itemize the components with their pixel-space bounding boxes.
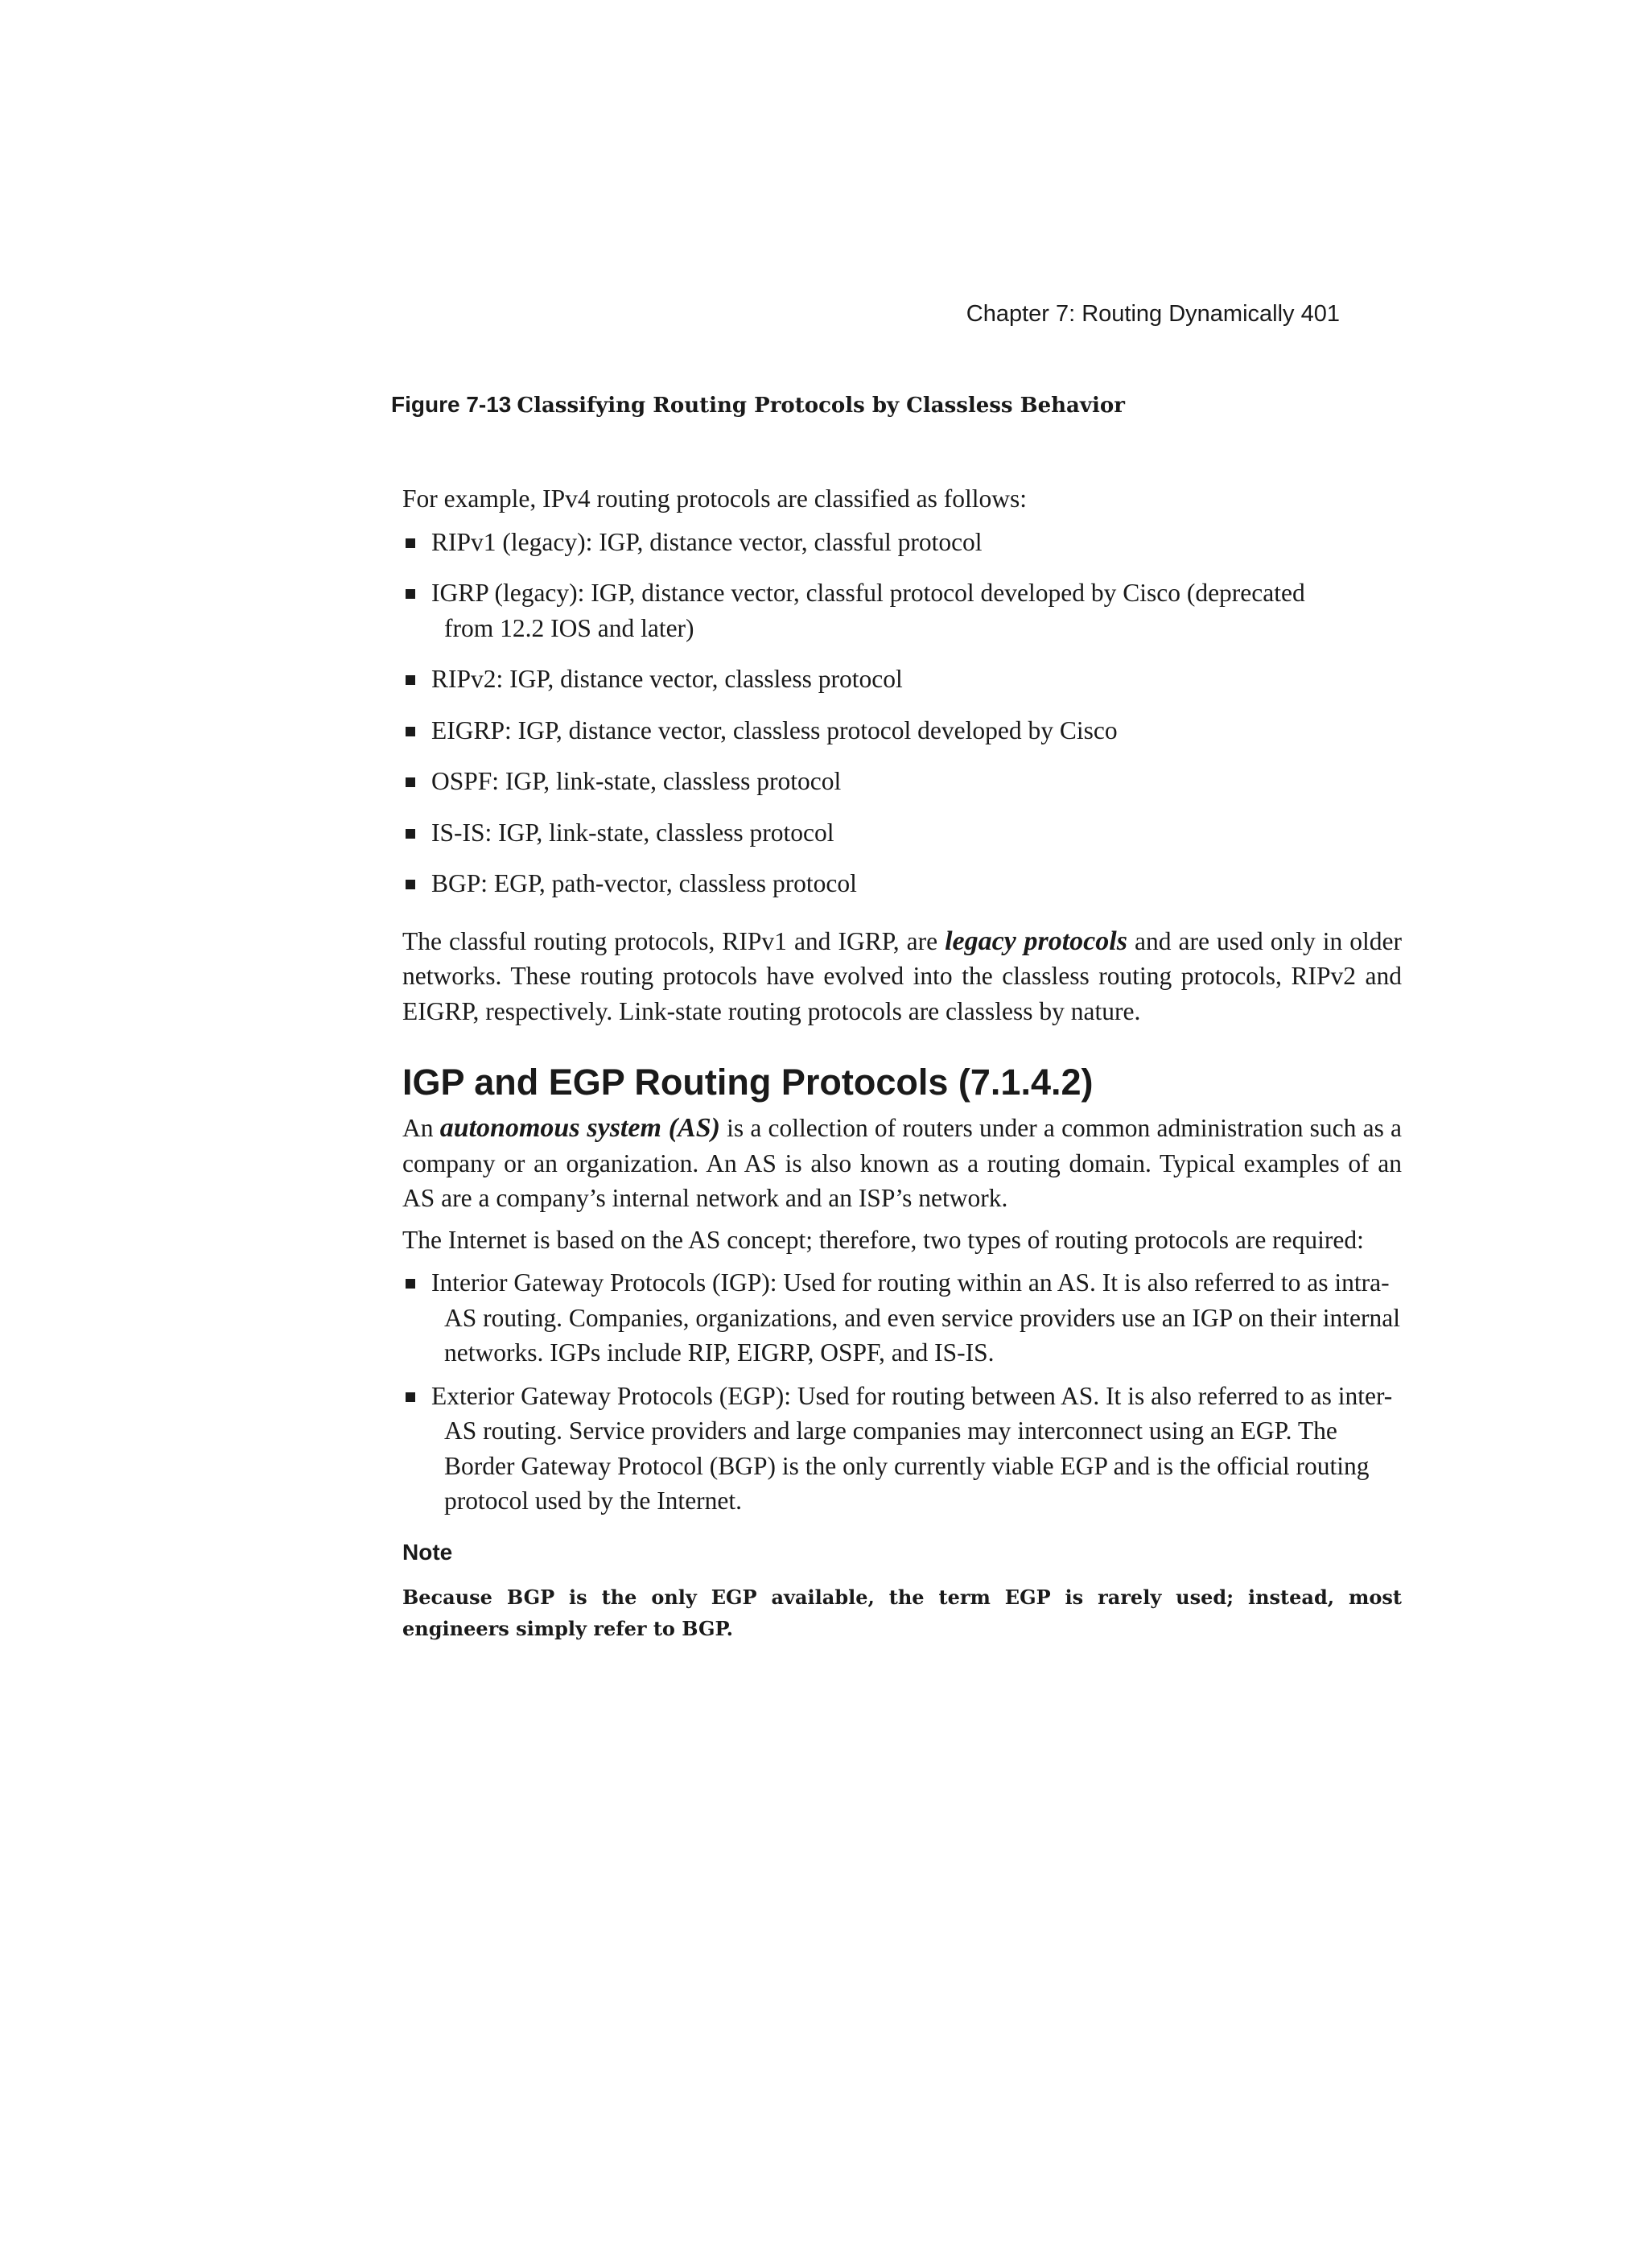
as-text-after: is a collection of routers under a common administration such as a company or an organization. An AS is also known as a routing domain. Typical examples of an AS are a company’s internal network and an ISP’s network. bbox=[402, 1114, 1402, 1212]
list-item-text: BGP: EGP, path-vector, classless protocol bbox=[431, 869, 857, 897]
bullet-icon bbox=[406, 880, 415, 889]
bullet-icon bbox=[406, 1392, 415, 1402]
as-text-before: An bbox=[402, 1114, 440, 1142]
intro-paragraph: For example, IPv4 routing protocols are classified as follows: bbox=[402, 485, 1027, 513]
note-label: Note bbox=[402, 1539, 453, 1565]
internet-paragraph: The Internet is based on the AS concept; therefore, two types of routing protocols are required: bbox=[402, 1225, 1364, 1254]
note-text: Because BGP is the only EGP available, the term EGP is rarely used; instead, most engineers simply refer to BGP. bbox=[402, 1585, 1402, 1640]
list-item-text: EIGRP: IGP, distance vector, classless protocol developed by Cisco bbox=[431, 715, 1118, 744]
bullet-icon bbox=[406, 589, 415, 599]
bullet-icon bbox=[406, 538, 415, 548]
bullet-icon bbox=[406, 829, 415, 839]
list-item bbox=[402, 662, 1402, 697]
figure-title: Classifying Routing Protocols by Classless Behavior bbox=[517, 394, 1125, 418]
list-item-text: RIPv1 (legacy): IGP, distance vector, classful protocol bbox=[431, 527, 983, 556]
as-paragraph bbox=[402, 1111, 1402, 1216]
list-item-text: Interior Gateway Protocols (IGP): Used for routing within an AS. It is also referred to as intra-AS routing. Companies, organizations, and even service providers use an IGP on their internal networks. IGPs include RIP, EIGRP, OSPF, and IS-IS. bbox=[431, 1268, 1400, 1367]
list-item-text: Exterior Gateway Protocols (EGP): Used for routing between AS. It is also referred to as inter-AS routing. Service providers and large companies may interconnect using an EGP. The Border Gateway Protocol (BGP) is the only currently viable EGP and is the official routing protocol used by the Internet. bbox=[431, 1381, 1393, 1515]
key-term: legacy protocols bbox=[945, 926, 1127, 956]
list-item bbox=[402, 1265, 1402, 1371]
classful-text-after: and are used only in older networks. These routing protocols have evolved into the classless routing protocols, RIPv2 and EIGRP, respectively. Link-state routing protocols are classless by nature. bbox=[402, 926, 1402, 1025]
list-item-text: OSPF: IGP, link-state, classless protocol bbox=[431, 767, 842, 795]
bullet-icon bbox=[406, 727, 415, 736]
bullet-icon bbox=[406, 777, 415, 787]
gateway-list bbox=[402, 1265, 1402, 1519]
list-item-text: IGRP (legacy): IGP, distance vector, classful protocol developed by Cisco (deprecated bbox=[431, 579, 1305, 607]
list-item bbox=[402, 764, 1402, 799]
classful-paragraph bbox=[402, 924, 1402, 1029]
list-item-text: RIPv2: IGP, distance vector, classless protocol bbox=[431, 665, 903, 693]
list-item bbox=[402, 866, 1402, 901]
list-item bbox=[402, 815, 1402, 851]
bullet-icon bbox=[406, 675, 415, 685]
list-item-continuation: from 12.2 IOS and later) bbox=[444, 613, 694, 642]
section-heading: IGP and EGP Routing Protocols (7.1.4.2) bbox=[402, 1062, 1094, 1103]
bullet-icon bbox=[406, 1279, 415, 1289]
classful-text-before: The classful routing protocols, RIPv1 and IGRP, are bbox=[402, 926, 946, 955]
page-body bbox=[402, 481, 1402, 1644]
list-item bbox=[402, 525, 1402, 560]
list-item bbox=[402, 1379, 1402, 1519]
running-header: Chapter 7: Routing Dynamically 401 bbox=[966, 301, 1340, 327]
figure-caption bbox=[391, 390, 1437, 420]
list-item bbox=[402, 575, 1402, 645]
figure-label: Figure 7-13 bbox=[391, 392, 512, 417]
protocol-list bbox=[402, 525, 1402, 901]
list-item bbox=[402, 713, 1402, 748]
key-term: autonomous system (AS) bbox=[439, 1113, 720, 1143]
list-item-text: IS-IS: IGP, link-state, classless protocol bbox=[431, 818, 834, 847]
